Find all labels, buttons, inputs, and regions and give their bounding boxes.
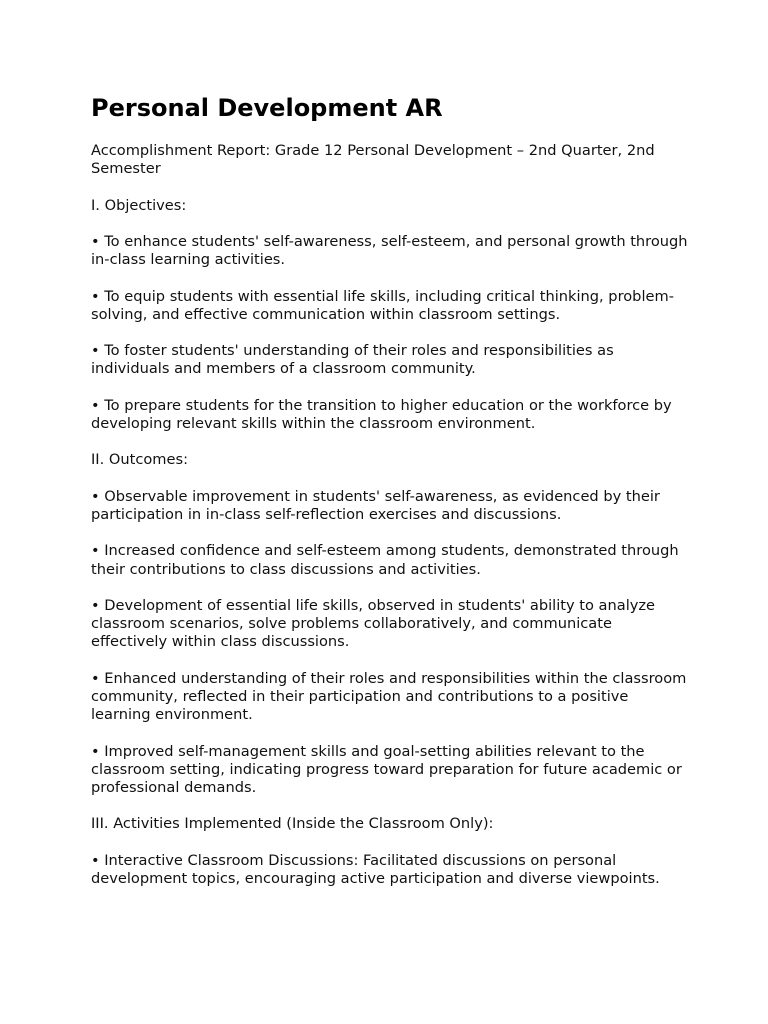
outcome-item: • Increased confidence and self-esteem among students, demonstrated through their contributions to class discussions and activities. bbox=[91, 542, 679, 578]
outcome-item: • Observable improvement in students' self-awareness, as evidenced by their participation in in-class self-reflection exercises and discussions. bbox=[91, 487, 660, 523]
objective-item: • To enhance students' self-awareness, self-esteem, and personal growth through in-class learning activities. bbox=[91, 232, 688, 269]
activity-item: • Interactive Classroom Discussions: Facilitated discussions on personal development topics, encouraging active participation and diverse viewpoints. bbox=[91, 851, 660, 887]
objective-item: • To prepare students for the transition to higher education or the workforce by developing relevant skills within the classroom environment. bbox=[91, 396, 672, 432]
section-heading-objectives: I. Objectives: bbox=[91, 196, 187, 214]
outcome-item: • Development of essential life skills, observed in students' ability to analyze classroom scenarios, solve problems collaboratively, and communicate effectively within class discussions. bbox=[91, 596, 656, 651]
section-heading-outcomes: II. Outcomes: bbox=[91, 451, 189, 469]
section-heading-activities: III. Activities Implemented (Inside the Classroom Only): bbox=[91, 815, 494, 833]
objective-item: • To foster students' understanding of their roles and responsibilities as individuals and members of a classroom community. bbox=[91, 342, 614, 378]
outcome-item: • Improved self-management skills and goal-setting abilities relevant to the classroom setting, indicating progress toward preparation for future academic or professional demands. bbox=[91, 742, 682, 796]
document-page bbox=[91, 94, 691, 906]
document-title: Personal Development AR bbox=[91, 94, 443, 122]
objective-item: • To equip students with essential life skills, including critical thinking, problem-solving, and effective communication within classroom settings. bbox=[91, 287, 674, 323]
outcome-item: • Enhanced understanding of their roles and responsibilities within the classroom community, reflected in their participation and contributions to a positive learning environment. bbox=[91, 669, 687, 724]
report-subtitle: Accomplishment Report: Grade 12 Personal Development – 2nd Quarter, 2nd Semester bbox=[91, 142, 655, 178]
